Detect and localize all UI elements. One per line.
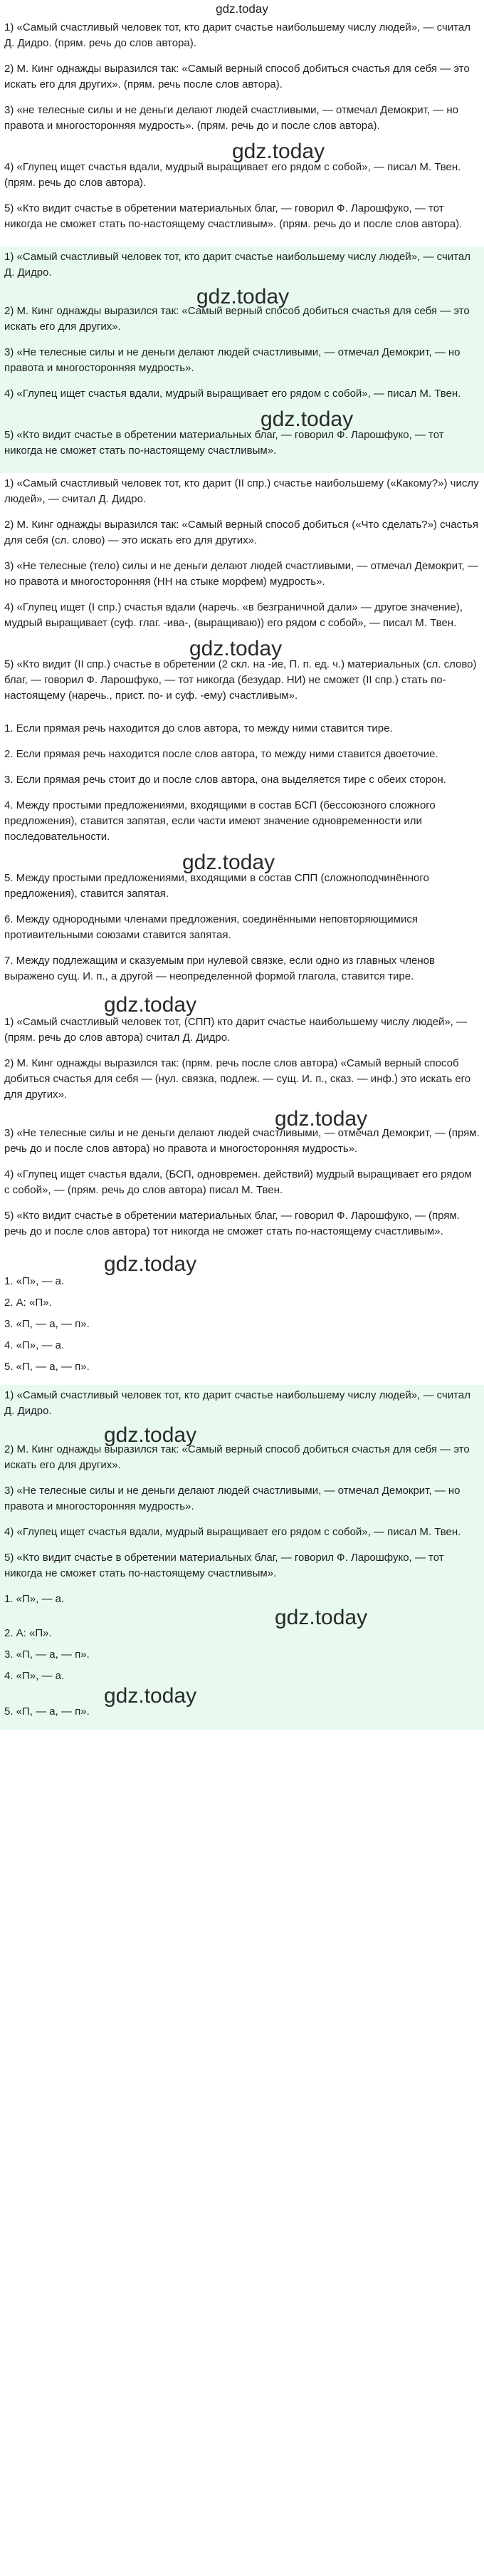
paragraph: 3) «Не телесные (тело) силы и не деньги делают людей счастливыми, — отмечал Демокрит, — но правота и многосторонняя (НН на стыке морфем) мудрость». bbox=[4, 560, 478, 588]
paragraph: 1) «Самый счастливый человек тот, (СПП) кто дарит счастье наибольшему числу людей», — (прям. речь до слов автора) считал Д. Дидро. bbox=[4, 1016, 468, 1044]
section-schemes bbox=[0, 1254, 484, 1385]
scheme-item: 4. «П», — а. bbox=[4, 1339, 65, 1351]
paragraph: 1) «Самый счастливый человек тот, кто дарит счастье наибольшему числу людей», — считал Д. Дидро. (прям. речь до слов автора). bbox=[4, 21, 470, 49]
rule-item: 3. Если прямая речь стоит до и после слов автора, она выделяется тире с обеих сторон. bbox=[4, 774, 446, 786]
paragraph: 4) «Глупец ищет счастья вдали, мудрый выращивает его рядом с собой», — писал М. Твен. (прям. речь до слов автора). bbox=[4, 161, 461, 189]
section-corrected-sentences bbox=[0, 246, 484, 473]
scheme-item: 1. «П», — а. bbox=[4, 1275, 65, 1287]
scheme-item: 2. А: «П». bbox=[4, 1627, 52, 1639]
watermark: gdz.today bbox=[104, 1252, 197, 1276]
watermark: gdz.today bbox=[232, 140, 325, 163]
paragraph: 5) «Кто видит счастье в обретении материальных благ, — говорил Ф. Ларошфуко, — тот никогда не сможет стать по-настоящему счастливым». bbox=[4, 429, 444, 457]
paragraph: 2) М. Кинг однажды выразился так: «Самый верный способ добиться счастья для себя — это искать его для других». (прям. речь после слов автора). bbox=[4, 63, 470, 90]
watermark: gdz.today bbox=[196, 285, 290, 308]
paragraph: 3) «Не телесные силы и не деньги делают людей счастливыми, — отмечал Демокрит, — но правота и многосторонняя мудрость». bbox=[4, 1485, 461, 1512]
watermark: gdz.today bbox=[261, 407, 354, 431]
paragraph: 1) «Самый счастливый человек тот, кто дарит счастье наибольшему числу людей», — считал Д. Дидро. bbox=[4, 1389, 470, 1417]
paragraph: 3) «не телесные силы и не деньги делают людей счастливыми, — отмечал Демокрит, — но правота и многосторонняя мудрость». (прям. речь до и после слов автора). bbox=[4, 104, 458, 132]
paragraph: 5) «Кто видит счастье в обретении материальных благ, — говорил Ф. Ларошфуко, — тот никогда не сможет стать по-настоящему счастливым». bbox=[4, 1552, 444, 1579]
watermark-text: gdz.today bbox=[216, 2, 268, 16]
paragraph: 5) «Кто видит счастье в обретении материальных благ, — говорил Ф. Ларошфуко, — тот никогда не сможет стать по-настоящему счастливым». (прям. речь до и после слов автора). bbox=[4, 202, 463, 230]
paragraph: 5) «Кто видит (II спр.) счастье в обретении (2 скл. на -ие, П. п. ед. ч.) материальных (сл. слово) благ, — говорил Ф. Ларошфуко, — тот никогда (безудар. НИ) не сможет (II спр.) стать по-настоящему (наречь., прист. по- и суф. -ему) счастливым». bbox=[4, 658, 477, 702]
top-watermark bbox=[0, 0, 484, 17]
section-spelling-notes bbox=[0, 473, 484, 718]
watermark: gdz.today bbox=[104, 1684, 197, 1708]
paragraph: 4) «Глупец ищет счастья вдали, мудрый выращивает его рядом с собой», — писал М. Твен. bbox=[4, 1526, 461, 1538]
rule-item: 4. Между простыми предложениями, входящими в состав БСП (бессоюзного сложного предложения), ставится запятая, если части имеют значение одновременности или последовательности. bbox=[4, 799, 436, 843]
rule-item: 5. Между простыми предложениями, входящими в состав СПП (сложноподчинённого предложения), ставится запятая. bbox=[4, 872, 429, 900]
paragraph: 2) М. Кинг однажды выразился так: «Самый верный способ добиться («Что сделать?») счастья для себя (сл. слово) — это искать его для других». bbox=[4, 519, 478, 546]
scheme-item: 5. «П, — а, — п». bbox=[4, 1361, 90, 1373]
scheme-item: 2. А: «П». bbox=[4, 1297, 52, 1309]
paragraph: 4) «Глупец ищет (I спр.) счастья вдали (наречь. «в безграничной дали» — другое значение), мудрый выращивает (суф. глаг. -ива-, (выращиваю)) его рядом с собой», — писал М. Твен. bbox=[4, 601, 463, 629]
scheme-item: 5. «П, — а, — п». bbox=[4, 1705, 90, 1718]
paragraph: 2) М. Кинг однажды выразился так: «Самый верный способ добиться счастья для себя — это искать его для других». bbox=[4, 305, 470, 333]
paragraph: 4) «Глупец ищет счастья вдали, (БСП, одновремен. действий) мудрый выращивает его рядом с собой», — (прям. речь до слов автора) писал М. Твен. bbox=[4, 1168, 472, 1196]
rule-item: 7. Между подлежащим и сказуемым при нулевой связке, если одно из главных членов выражено сущ. И. п., а другой — неопределенной формой глагола, ставится тире. bbox=[4, 955, 435, 982]
rule-item: 2. Если прямая речь находится после слов автора, то между ними ставится двоеточие. bbox=[4, 748, 438, 760]
rule-item: 1. Если прямая речь находится до слов автора, то между ними ставится тире. bbox=[4, 722, 393, 734]
paragraph: 4) «Глупец ищет счастья вдали, мудрый выращивает его рядом с собой», — писал М. Твен. bbox=[4, 388, 461, 400]
section-original-sentences bbox=[0, 17, 484, 246]
watermark: gdz.today bbox=[189, 637, 283, 660]
paragraph: 2) М. Кинг однажды выразился так: (прям. речь после слов автора) «Самый верный способ добиться счастья для себя — (нул. связка, подлеж. — сущ. И. п., сказ. — инф.) это искать его для других». bbox=[4, 1057, 471, 1101]
scheme-item: 3. «П, — а, — п». bbox=[4, 1648, 90, 1661]
paragraph: 2) М. Кинг однажды выразился так: «Самый верный способ добиться счастья для себя — это искать его для других». bbox=[4, 1443, 470, 1471]
watermark: gdz.today bbox=[275, 1107, 368, 1131]
paragraph: 5) «Кто видит счастье в обретении материальных благ, — говорил Ф. Ларошфуко, — (прям. речь до и после слов автора) тот никогда не сможет стать по-настоящему счастливым». bbox=[4, 1210, 460, 1237]
watermark: gdz.today bbox=[104, 1423, 197, 1447]
rule-item: 6. Между однородными членами предложения, соединёнными неповторяющимися противительными союзами ставится запятая. bbox=[4, 913, 418, 941]
section-punctuation-rules bbox=[0, 718, 484, 999]
section-final-sentences bbox=[0, 1385, 484, 1730]
watermark: gdz.today bbox=[104, 993, 197, 1017]
paragraph: 3) «Не телесные силы и не деньги делают людей счастливыми, — отмечал Демокрит, — но правота и многосторонняя мудрость». bbox=[4, 346, 461, 374]
paragraph: 1) «Самый счастливый человек тот, кто дарит (II спр.) счастье наибольшему («Какому?») числу людей», — считал Д. Дидро. bbox=[4, 477, 479, 505]
watermark: gdz.today bbox=[275, 1606, 368, 1629]
scheme-item: 4. «П», — а. bbox=[4, 1670, 65, 1682]
watermark: gdz.today bbox=[182, 851, 275, 874]
scheme-item: 3. «П, — а, — п». bbox=[4, 1318, 90, 1330]
paragraph: 3) «Не телесные силы и не деньги делают людей счастливыми, — отмечал Демокрит, — (прям. речь до и после слов автора) но правота и многосторонняя мудрость». bbox=[4, 1127, 480, 1155]
scheme-item: 1. «П», — а. bbox=[4, 1593, 65, 1605]
section-punctuation-explained bbox=[0, 993, 484, 1254]
paragraph: 1) «Самый счастливый человек тот, кто дарит счастье наибольшему числу людей», — считал Д. Дидро. bbox=[4, 251, 470, 279]
